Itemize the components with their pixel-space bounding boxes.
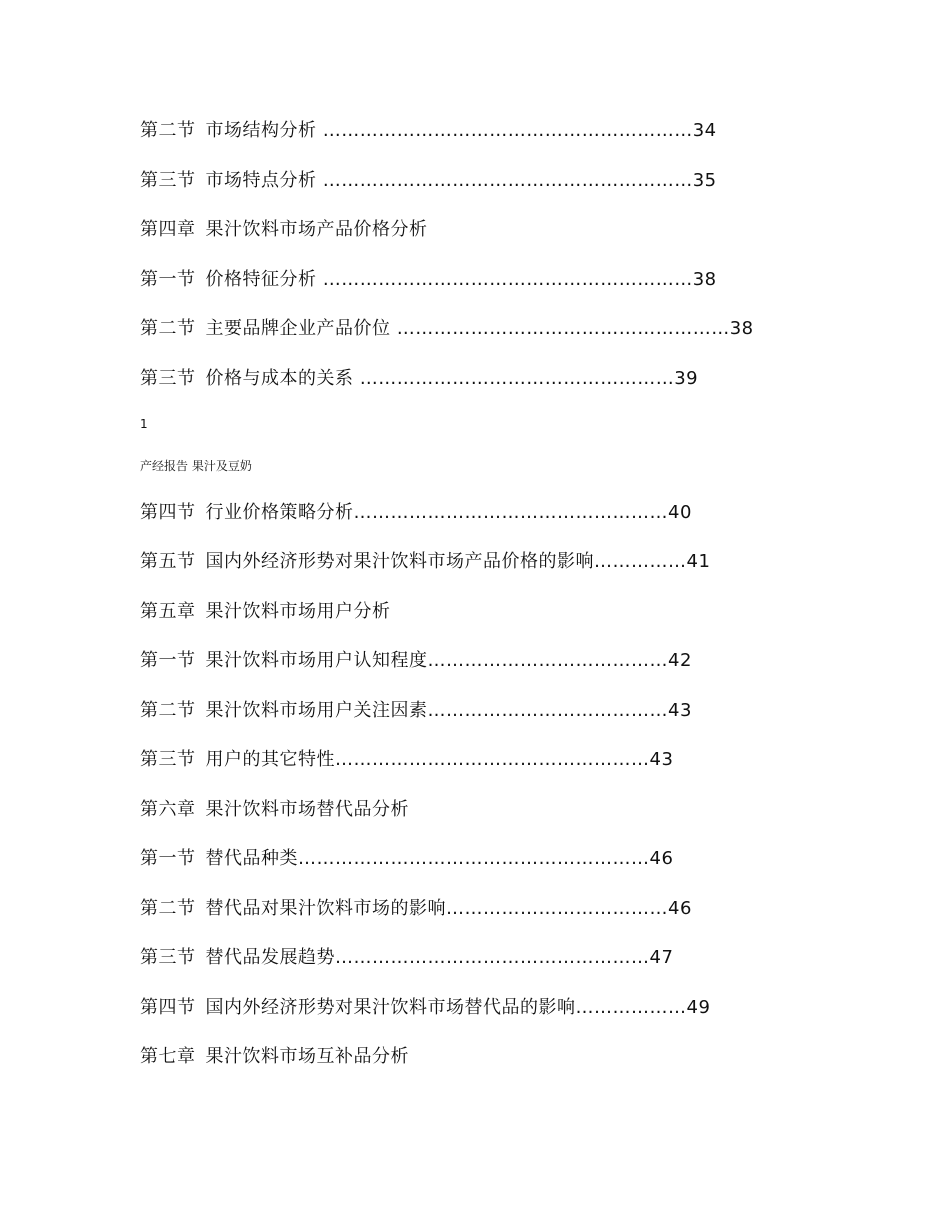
toc-title: 果汁饮料市场替代品分析 (205, 799, 409, 820)
toc-label: 第三节 (140, 749, 196, 770)
toc-page: 46 (649, 848, 674, 869)
toc-label: 第四节 (140, 997, 196, 1018)
toc-title: 果汁饮料市场产品价格分析 (205, 219, 428, 240)
toc-label: 第七章 (140, 1046, 196, 1067)
toc-label: 第四节 (140, 502, 196, 523)
toc-label: 第三节 (140, 947, 196, 968)
toc-label: 第五节 (140, 551, 196, 572)
toc-title: 市场结构分析 (205, 120, 317, 141)
toc-leader: ………………………………………………… (298, 848, 650, 869)
toc-entry (140, 119, 717, 143)
toc-entry (140, 649, 692, 673)
toc-entry (140, 268, 717, 292)
toc-label: 第一节 (140, 269, 196, 290)
toc-title: 果汁饮料市场用户分析 (205, 601, 391, 622)
toc-chapter (140, 218, 428, 242)
toc-page: 43 (649, 749, 674, 770)
toc-page: 42 (668, 650, 692, 671)
page-number: 1 (140, 417, 148, 431)
toc-entry (140, 367, 698, 391)
toc-leader: …………………………………………………… (316, 120, 693, 141)
toc-leader: ……………… (575, 997, 687, 1018)
toc-entry (140, 946, 673, 970)
toc-label: 第二节 (140, 318, 196, 339)
toc-title: 价格与成本的关系 (205, 368, 354, 389)
toc-entry (140, 847, 673, 871)
toc-page: 38 (729, 318, 754, 339)
toc-label: 第一节 (140, 650, 196, 671)
toc-page: 40 (668, 502, 692, 523)
toc-leader: …………………………………………………… (316, 170, 693, 191)
toc-label: 第五章 (140, 601, 196, 622)
toc-title: 国内外经济形势对果汁饮料市场替代品的影响 (205, 997, 576, 1018)
toc-page: 47 (649, 947, 674, 968)
toc-label: 第三节 (140, 368, 196, 389)
toc-page: 34 (692, 120, 717, 141)
toc-page: 49 (686, 997, 711, 1018)
toc-title: 替代品种类 (205, 848, 298, 869)
toc-entry (140, 748, 673, 772)
toc-leader: ………………………………… (427, 700, 668, 721)
toc-chapter (140, 798, 409, 822)
toc-page: 41 (686, 551, 711, 572)
toc-label: 第二节 (140, 120, 196, 141)
toc-page: 46 (668, 898, 692, 919)
toc-page: 39 (674, 368, 699, 389)
toc-leader: ……………………………… (446, 898, 668, 919)
toc-leader: ………………………………… (427, 650, 668, 671)
toc-title: 价格特征分析 (205, 269, 317, 290)
toc-leader: ……………………………………………… (390, 318, 730, 339)
toc-entry (140, 996, 710, 1020)
toc-chapter (140, 1045, 409, 1069)
toc-entry (140, 897, 692, 921)
toc-leader: …………………………………………………… (316, 269, 693, 290)
toc-title: 替代品发展趋势 (205, 947, 335, 968)
toc-entry (140, 501, 692, 525)
toc-label: 第二节 (140, 700, 196, 721)
toc-leader: …………………………………………… (335, 947, 650, 968)
toc-leader: …………… (594, 551, 687, 572)
toc-page: 38 (692, 269, 717, 290)
toc-title: 替代品对果汁饮料市场的影响 (205, 898, 446, 919)
toc-entry (140, 550, 710, 574)
toc-label: 第二节 (140, 898, 196, 919)
toc-title: 果汁饮料市场用户关注因素 (205, 700, 428, 721)
toc-entry (140, 699, 692, 723)
toc-label: 第六章 (140, 799, 196, 820)
toc-title: 国内外经济形势对果汁饮料市场产品价格的影响 (205, 551, 594, 572)
toc-label: 第三节 (140, 170, 196, 191)
running-header: 产经报告 果汁及豆奶 (140, 459, 252, 473)
toc-page: 35 (692, 170, 717, 191)
toc-chapter (140, 600, 391, 624)
toc-title: 果汁饮料市场用户认知程度 (205, 650, 428, 671)
toc-entry (140, 317, 754, 341)
toc-leader: …………………………………………… (353, 368, 675, 389)
toc-leader: …………………………………………… (353, 502, 668, 523)
toc-title: 市场特点分析 (205, 170, 317, 191)
toc-page: 43 (668, 700, 692, 721)
toc-title: 主要品牌企业产品价位 (205, 318, 391, 339)
toc-title: 用户的其它特性 (205, 749, 335, 770)
toc-label: 第一节 (140, 848, 196, 869)
toc-entry (140, 169, 717, 193)
toc-title: 果汁饮料市场互补品分析 (205, 1046, 409, 1067)
toc-leader: …………………………………………… (335, 749, 650, 770)
toc-label: 第四章 (140, 219, 196, 240)
toc-title: 行业价格策略分析 (205, 502, 354, 523)
